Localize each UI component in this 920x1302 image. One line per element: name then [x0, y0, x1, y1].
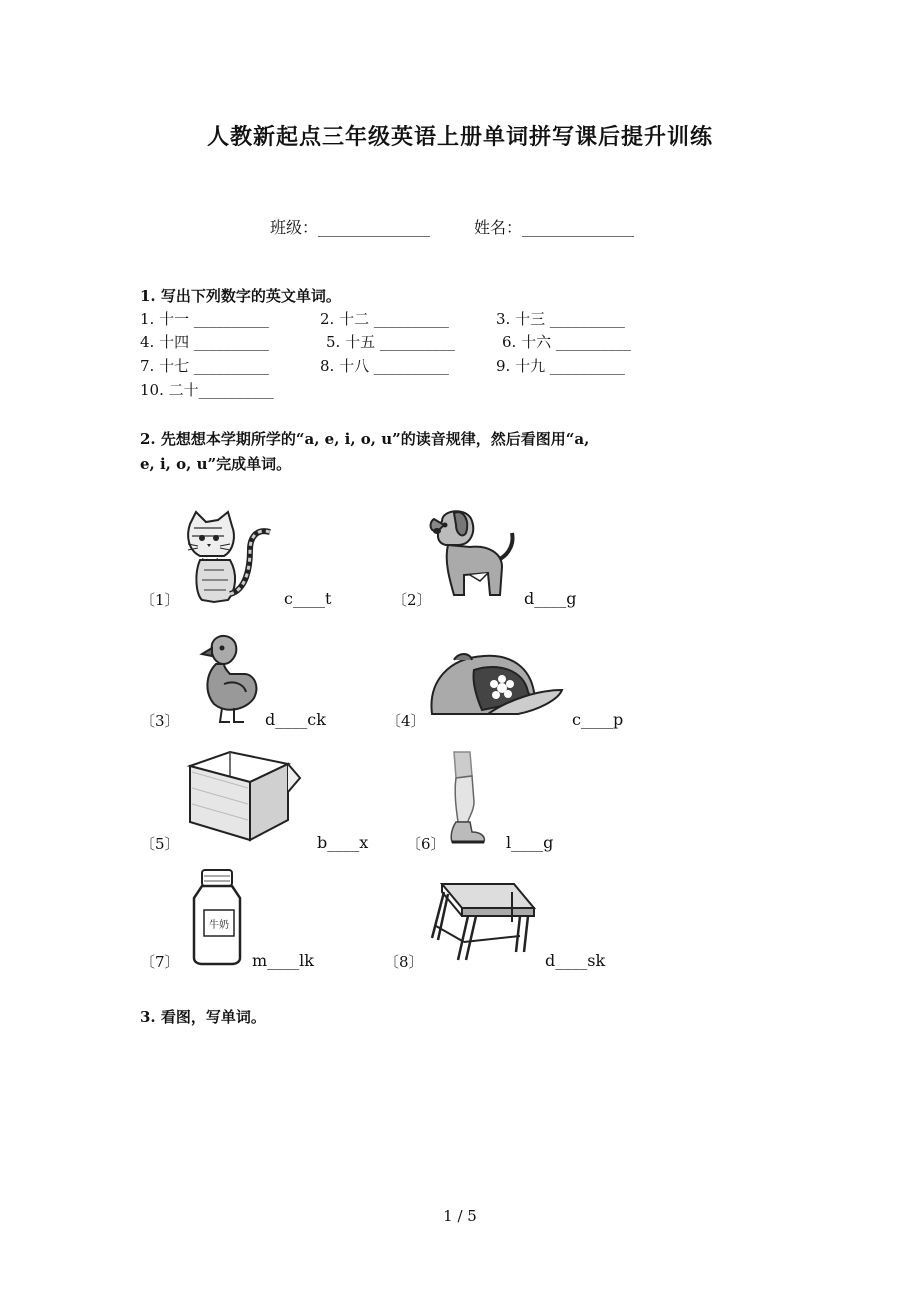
item-4-word[interactable]: c____p [572, 710, 624, 729]
question-2-heading-line1: 2. 先想想本学期所学的“a, e, i, o, u”的读音规律，然后看图用“a, [140, 430, 590, 448]
dog-icon [428, 503, 518, 599]
q1-item-11[interactable]: 1. 十一 __________ [140, 310, 269, 328]
item-7-word[interactable]: m____lk [252, 951, 314, 970]
cap-icon [428, 652, 564, 724]
item-6-label: 〔6〕 [406, 835, 446, 853]
item-4-label: 〔4〕 [386, 712, 426, 730]
q1-item-16[interactable]: 6. 十六 __________ [502, 333, 631, 351]
leg-icon [446, 752, 490, 848]
q1-item-18[interactable]: 8. 十八 __________ [320, 357, 449, 375]
question-3-heading: 3. 看图，写单词。 [140, 1008, 266, 1026]
box-icon [188, 748, 308, 844]
duck-icon [200, 634, 262, 726]
item-2-word[interactable]: d____g [524, 589, 577, 608]
q1-item-20[interactable]: 10. 二十__________ [140, 381, 274, 399]
q1-item-13[interactable]: 3. 十三 __________ [496, 310, 625, 328]
item-3-word[interactable]: d____ck [265, 710, 326, 729]
q1-item-12[interactable]: 2. 十二 __________ [320, 310, 449, 328]
item-5-word[interactable]: b____x [317, 833, 369, 852]
item-2-label: 〔2〕 [392, 591, 432, 609]
bottle-label: 牛奶 [209, 920, 229, 931]
item-1-word[interactable]: c____t [284, 589, 332, 608]
item-7-label: 〔7〕 [140, 953, 180, 971]
milk-bottle-icon [190, 868, 244, 964]
q1-item-17[interactable]: 7. 十七 __________ [140, 357, 269, 375]
cat-icon [184, 510, 276, 606]
q1-item-19[interactable]: 9. 十九 __________ [496, 357, 625, 375]
item-1-label: 〔1〕 [140, 591, 180, 609]
desk-icon [428, 880, 538, 966]
item-8-label: 〔8〕 [384, 953, 424, 971]
page-number: 1 / 5 [443, 1207, 477, 1225]
page-title: 人教新起点三年级英语上册单词拼写课后提升训练 [206, 124, 713, 150]
q1-item-15[interactable]: 5. 十五 __________ [326, 333, 455, 351]
item-5-label: 〔5〕 [140, 835, 180, 853]
question-2-heading-line2: e, i, o, u”完成单词。 [140, 455, 292, 473]
class-field[interactable]: 班级：______________ [270, 218, 431, 237]
q1-item-14[interactable]: 4. 十四 __________ [140, 333, 269, 351]
question-1-heading: 1. 写出下列数字的英文单词。 [140, 287, 341, 305]
item-3-label: 〔3〕 [140, 712, 180, 730]
item-8-word[interactable]: d____sk [545, 951, 606, 970]
name-field[interactable]: 姓名：______________ [474, 218, 635, 237]
item-6-word[interactable]: l____g [506, 833, 554, 852]
